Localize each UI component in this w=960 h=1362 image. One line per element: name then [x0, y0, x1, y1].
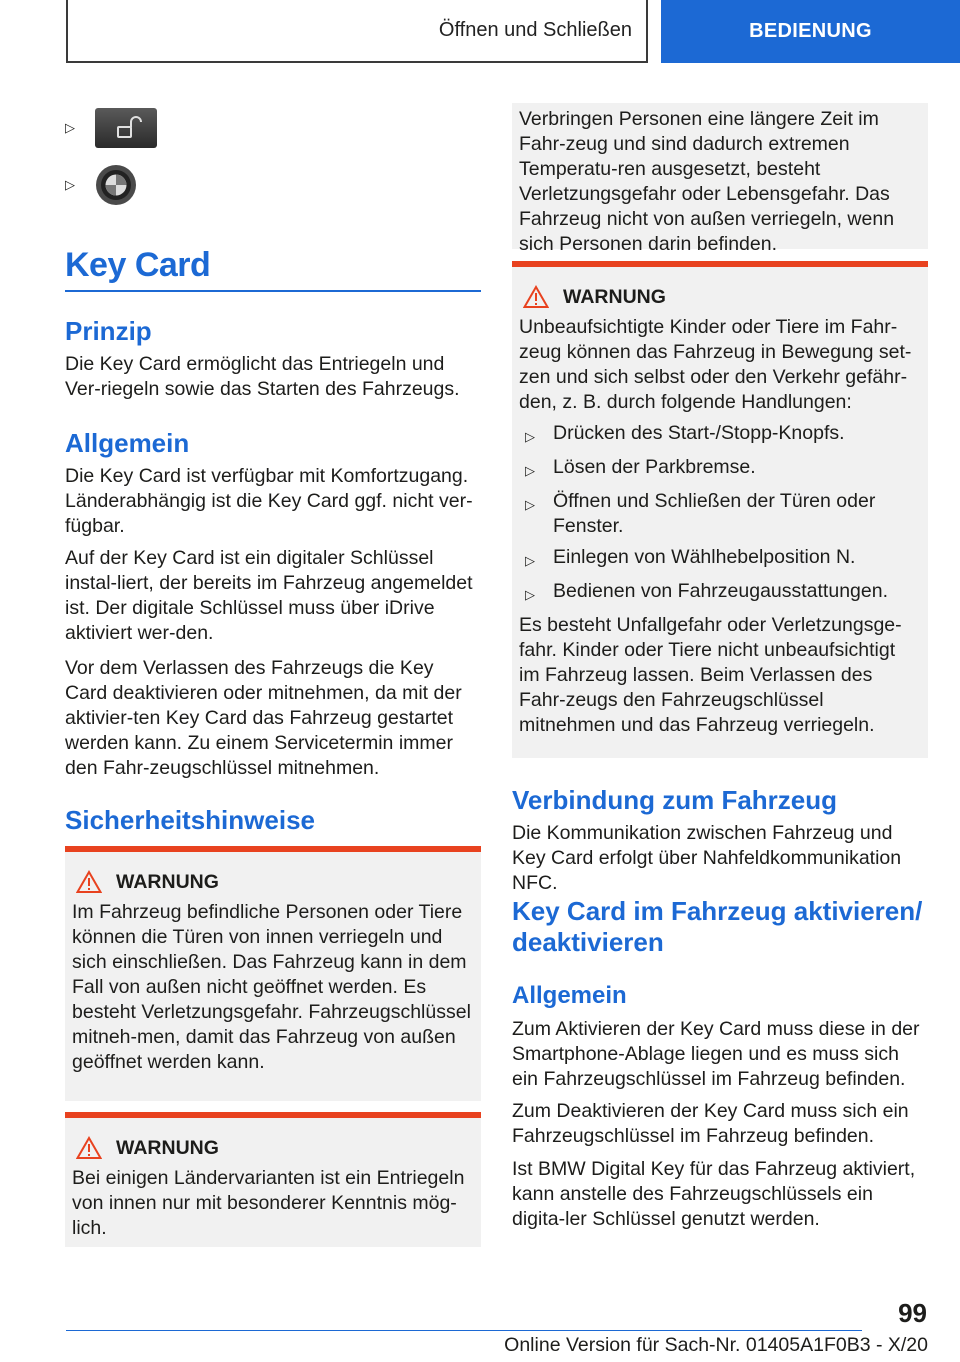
warning-header	[72, 870, 474, 894]
bullet-triangle-icon: ▷	[525, 553, 535, 568]
warning-outro: Es besteht Unfallgefahr oder Verletzungsge-fahr. Kinder oder Tiere nicht unbeaufsichtigt im Fahrzeug lassen. Beim Verlassen des Fahr-zeugs den Fahrzeugschlüssel mitnehmen und das Fahrzeug verriegeln.	[519, 614, 902, 736]
list-item-text: Bedienen von Fahrzeugausstattungen.	[553, 580, 888, 602]
unlock-icon-row	[65, 108, 157, 148]
text-verbindung: Die Kommunikation zwischen Fahrzeug und Key Card erfolgt über Nahfeldkommunikation NFC.	[512, 822, 902, 894]
bullet-triangle-icon: ▷	[65, 120, 75, 135]
list-item	[525, 545, 921, 573]
warning-text: Bei einigen Ländervarianten ist ein Entriegeln von innen nur mit besonderer Kenntnis mög-lich.	[72, 1167, 465, 1239]
warning-label: WARNUNG	[116, 870, 219, 893]
bullet-triangle-icon: ▷	[525, 463, 535, 478]
text-allgemein-3: Vor dem Verlassen des Fahrzeugs die Key Card deaktivieren oder mitnehmen, da mit der aktivier-ten Key Card das Fahrzeug gestartet werden kann. Zu einem Servicetermin immer den Fahr-zeugschlüssel mitnehmen.	[65, 657, 462, 779]
text-aktivieren-3: Ist BMW Digital Key für das Fahrzeug aktiviert, kann anstelle des Fahrzeugschlüssels ein digita-ler Schlüssel genutzt werden.	[512, 1158, 916, 1230]
warning-header	[72, 1136, 474, 1160]
page-number: 99	[898, 1298, 927, 1328]
unlock-button-icon	[95, 108, 157, 148]
bullet-triangle-icon: ▷	[525, 429, 535, 444]
heading-verbindung: Verbindung zum Fahrzeug	[512, 785, 838, 815]
header-section	[66, 0, 648, 63]
bullet-triangle-icon: ▷	[65, 177, 75, 192]
bullet-triangle-icon: ▷	[525, 587, 535, 602]
list-item	[525, 489, 921, 539]
text-allgemein-1: Die Key Card ist verfügbar mit Komfortzugang. Länderabhängig ist die Key Card ggf. nicht ver-fügbar.	[65, 465, 473, 537]
heading-allgemein: Allgemein	[65, 428, 190, 458]
header-chapter-label: BEDIENUNG	[749, 20, 872, 42]
heading-sicherheitshinweise: Sicherheitshinweise	[65, 805, 315, 835]
list-item	[525, 421, 921, 449]
page-title: Key Card	[65, 246, 481, 292]
text-prinzip: Die Key Card ermöglicht das Entriegeln und Ver-riegeln sowie das Starten des Fahrzeugs.	[65, 353, 460, 400]
heading-prinzip: Prinzip	[65, 316, 152, 346]
warning-continuation-box	[512, 103, 928, 255]
list-item-text: Einlegen von Wählhebelposition N.	[553, 546, 856, 568]
warning-label: WARNUNG	[116, 1136, 219, 1159]
warning-continuation-text: Verbringen Personen eine längere Zeit im Fahr-zeug und sind dadurch extremen Temperatu-ren ausgesetzt, besteht Verletzungsgefahr oder Lebensgefahr. Das Fahrzeug nicht von außen verriegeln, wenn sich Personen darin befinden.	[519, 108, 895, 255]
warning-triangle-icon	[76, 1136, 102, 1160]
text-allgemein-2: Auf der Key Card ist ein digitaler Schlüssel instal-liert, der bereits im Fahrzeug angemeldet ist. Der digitale Schlüssel muss über iDrive aktiviert wer-den.	[65, 547, 473, 644]
bmw-button-icon-row	[65, 164, 137, 206]
warning-text: Im Fahrzeug befindliche Personen oder Tiere können die Türen von innen verriegeln und sich einschließen. Das Fahrzeug kann in dem Fall von außen nicht geöffnet werden. Es besteht Verletzungsgefahr. Fahrzeugschlüssel mitneh-men, damit das Fahrzeug von außen geöffnet werden kann.	[72, 901, 471, 1073]
list-item	[525, 579, 921, 607]
warning-intro: Unbeaufsichtigte Kinder oder Tiere im Fahr-zeug können das Fahrzeug in Bewegung set-zen und sich selbst oder den Verkehr gefähr-den, z. B. durch folgende Handlungen:	[519, 316, 912, 413]
list-item-text: Lösen der Parkbremse.	[553, 456, 756, 478]
list-item-text: Drücken des Start-/Stopp-Knopfs.	[553, 422, 845, 444]
text-aktivieren-1: Zum Aktivieren der Key Card muss diese in der Smartphone-Ablage liegen und es muss sich ein Fahrzeugschlüssel im Fahrzeug befinden.	[512, 1018, 920, 1090]
bullet-triangle-icon: ▷	[525, 497, 535, 512]
warning-box-1	[65, 846, 481, 1101]
header-chapter	[661, 0, 960, 63]
warning-triangle-icon	[523, 285, 549, 309]
subheading-allgemein: Allgemein	[512, 982, 627, 1009]
bmw-logo-button-icon	[95, 164, 137, 206]
footer-text: Online Version für Sach-Nr. 01405A1F0B3 - X/20	[504, 1334, 928, 1356]
warning-label: WARNUNG	[563, 285, 666, 308]
warning-box-2	[65, 1112, 481, 1247]
heading-aktivieren: Key Card im Fahrzeug aktivieren/ deaktivieren	[512, 896, 923, 957]
warning-triangle-icon	[76, 870, 102, 894]
list-item-text: Öffnen und Schließen der Türen oder Fenster.	[553, 490, 876, 537]
warning-header	[519, 285, 921, 309]
list-item	[525, 455, 921, 483]
text-aktivieren-2: Zum Deaktivieren der Key Card muss sich ein Fahrzeugschlüssel im Fahrzeug befinden.	[512, 1100, 909, 1147]
footer-divider	[66, 1330, 862, 1331]
warning-box-3	[512, 261, 928, 758]
header-section-label: Öffnen und Schließen	[438, 19, 632, 41]
